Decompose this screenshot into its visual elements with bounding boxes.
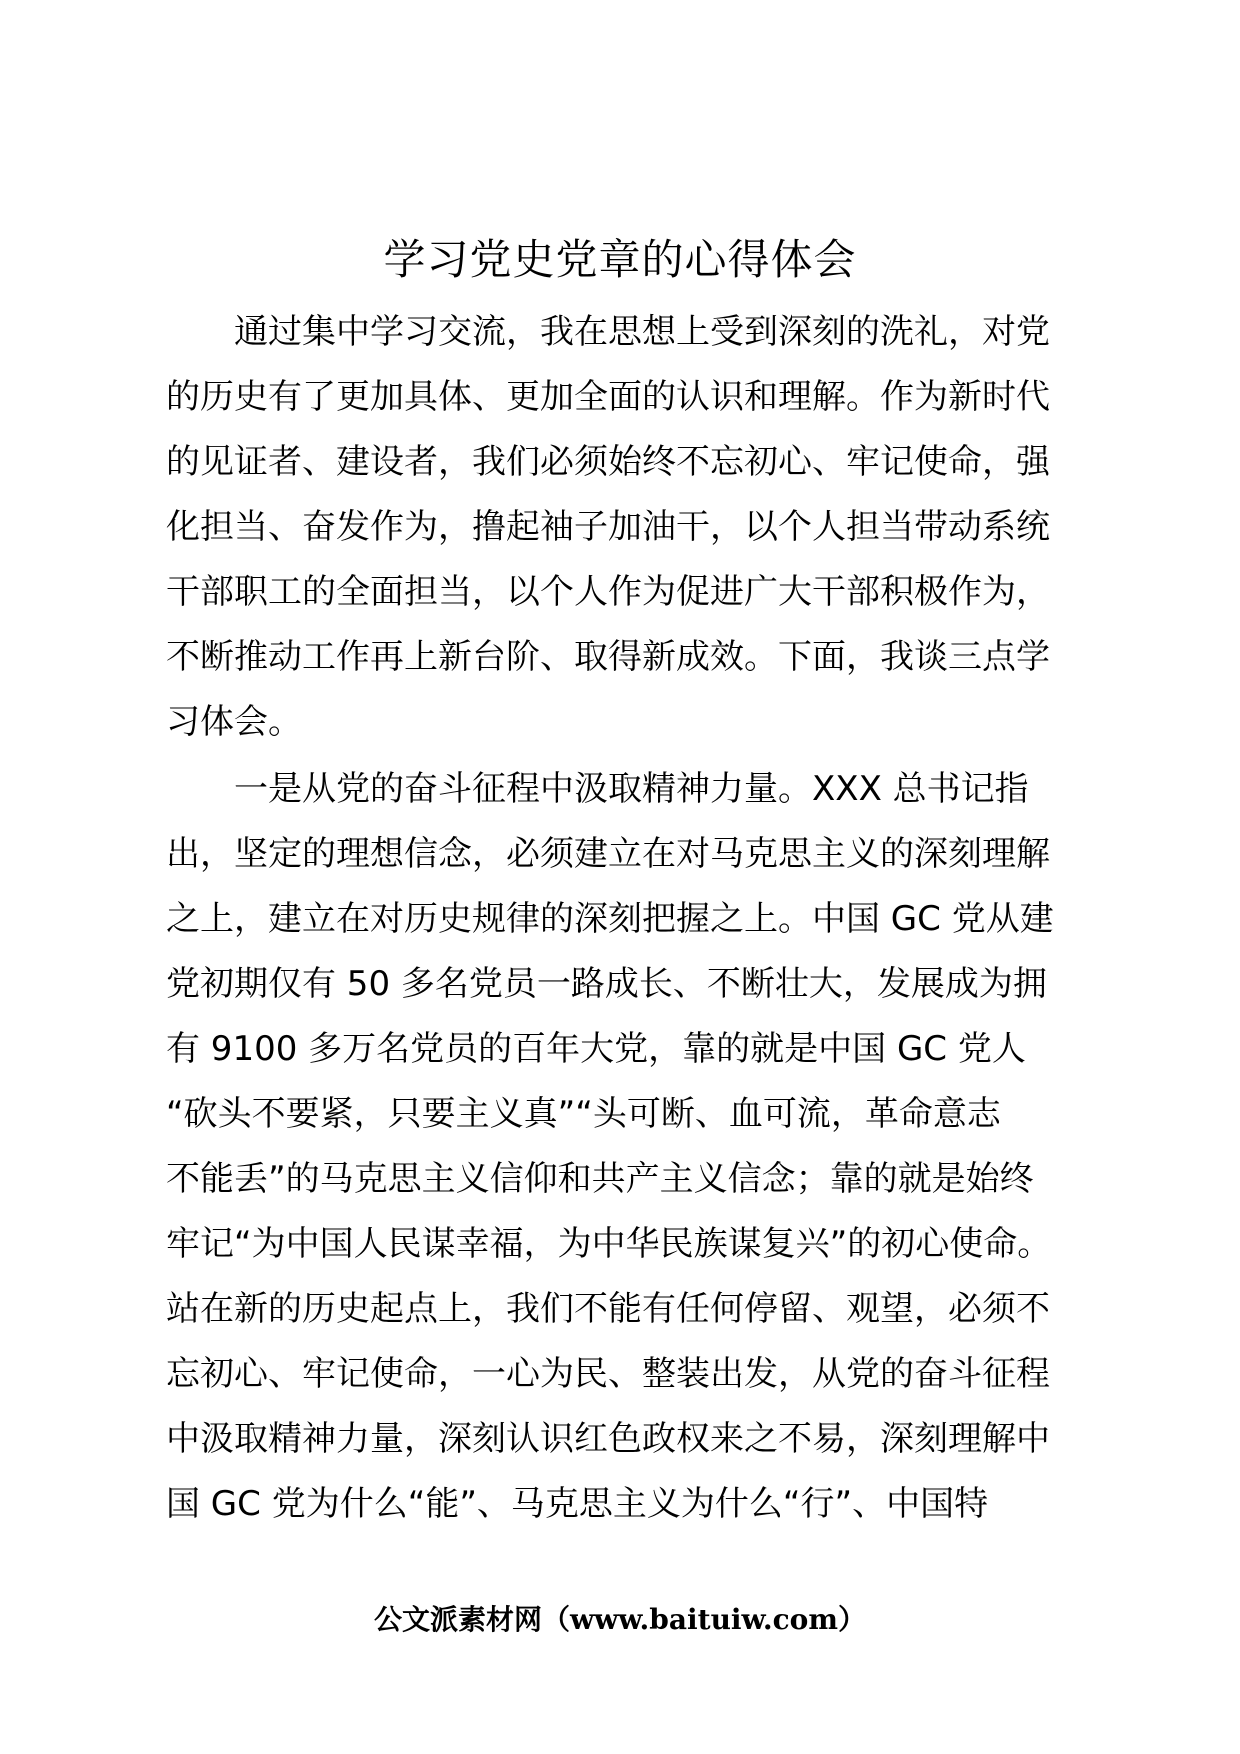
paragraph-line: 牢记“为中国人民谋幸福，为中华民族谋复兴”的初心使命。 xyxy=(166,1224,1052,1264)
paragraph-line: 国 GC 党为什么“能”、马克思主义为什么“行”、中国特 xyxy=(166,1484,989,1524)
paragraph-line: 有 9100 多万名党员的百年大党，靠的就是中国 GC 党人 xyxy=(166,1029,1026,1069)
paragraph-line: 习体会。 xyxy=(166,702,302,742)
paragraph-line: 通过集中学习交流，我在思想上受到深刻的洗礼，对党 xyxy=(234,312,1050,352)
paragraph-line: 站在新的历史起点上，我们不能有任何停留、观望，必须不 xyxy=(166,1289,1050,1329)
paragraph-line: 干部职工的全面担当，以个人作为促进广大干部积极作为， xyxy=(166,572,1050,612)
paragraph-line: 党初期仅有 50 多名党员一路成长、不断壮大，发展成为拥 xyxy=(166,964,1047,1004)
paragraph-line: 的见证者、建设者，我们必须始终不忘初心、牢记使命，强 xyxy=(166,442,1050,482)
paragraph-line: 的历史有了更加具体、更加全面的认识和理解。作为新时代 xyxy=(166,377,1050,417)
page-footer-source: 公文派素材网（www.baituiw.com） xyxy=(374,1603,866,1636)
paragraph-line: 忘初心、牢记使命，一心为民、整装出发，从党的奋斗征程 xyxy=(166,1354,1050,1394)
paragraph-line: “砍头不要紧，只要主义真”“头可断、血可流，革命意志 xyxy=(166,1094,1001,1134)
paragraph-point-one xyxy=(166,757,1054,1537)
paragraph-line: 不断推动工作再上新台阶、取得新成效。下面，我谈三点学 xyxy=(166,637,1050,677)
paragraph-line: 中汲取精神力量，深刻认识红色政权来之不易，深刻理解中 xyxy=(166,1419,1050,1459)
paragraph-line: 不能丢”的马克思主义信仰和共产主义信念；靠的就是始终 xyxy=(166,1159,1034,1199)
paragraph-line: 之上，建立在对历史规律的深刻把握之上。中国 GC 党从建 xyxy=(166,899,1054,939)
paragraph-line: 一是从党的奋斗征程中汲取精神力量。XXX 总书记指 xyxy=(234,769,1029,809)
paragraph-intro xyxy=(166,300,1050,755)
paragraph-line: 化担当、奋发作为，撸起袖子加油干，以个人担当带动系统 xyxy=(166,507,1050,547)
document-title: 学习党史党章的心得体会 xyxy=(383,235,857,284)
paragraph-line: 出，坚定的理想信念，必须建立在对马克思主义的深刻理解 xyxy=(166,834,1050,874)
